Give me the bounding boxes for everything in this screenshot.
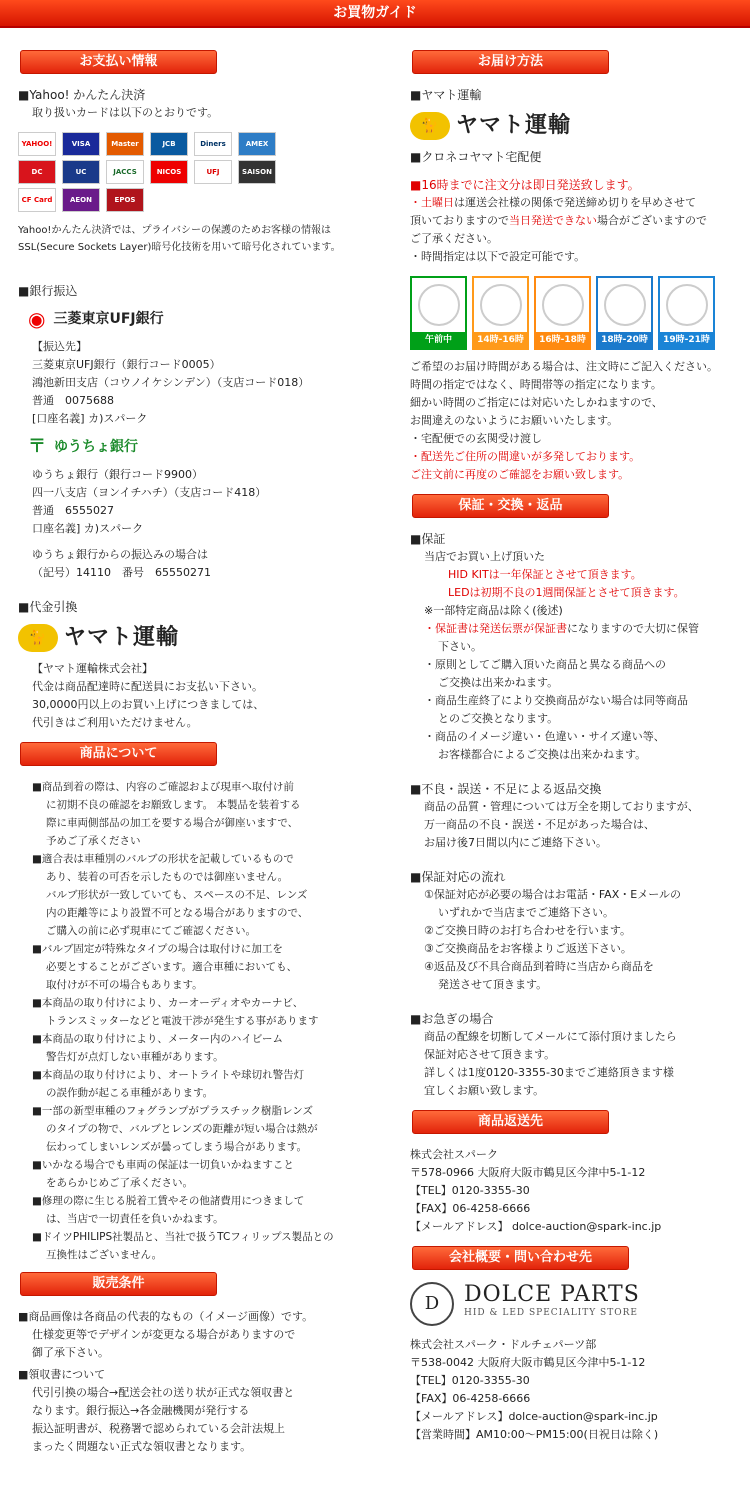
return-title: ■不良・誤送・不足による返品交換 — [410, 782, 602, 796]
bank1-info: 【振込先】 三菱東京UFJ銀行（銀行コード0005） 鴻池新田支店（コウノイケシンデン）（支店コード018） 普通 0075688 [口座名義] カ)スパーク — [32, 340, 310, 425]
same-day-notice: ■16時までに注文分は即日発送致します。 — [410, 178, 640, 192]
time-slot: 19時-21時 — [658, 276, 715, 350]
card-logo: EPOS — [106, 188, 144, 212]
mufg-icon: ◉ — [28, 307, 46, 331]
clock-icon — [418, 284, 460, 326]
yahoo-note: 取り扱いカードは以下のとおりです。 — [32, 106, 219, 119]
bank2-info: ゆうちょ銀行（銀行コード9900） 四一八支店（ヨンイチハチ）（支店コード418） 普通 6555027 口座名義] カ)スパーク ゆうちょ銀行からの振込みの場合は （記号）14110 番号 65550271 — [32, 468, 267, 579]
urgent-title: ■お急ぎの場合 — [410, 1012, 494, 1026]
card-logo: DC — [18, 160, 56, 184]
cod-title: ■代金引換 — [18, 600, 78, 614]
warranty-title: ■保証 — [410, 532, 446, 546]
saturday-note: ・土曜日は運送会社様の関係で発送締め切りを早めさせて — [410, 196, 696, 209]
dolce-logo: D DOLCE PARTS HID & LED SPECIALITY STORE — [410, 1282, 740, 1326]
clock-icon — [666, 284, 708, 326]
yahoo-ssl-note: Yahoo!かんたん決済では、プライバシーの保護のためお客様の情報はSSL(Secure Sockets Layer)暗号化技術を用いて暗号化されています。 — [18, 225, 341, 253]
card-logo: NICOS — [150, 160, 188, 184]
card-logo: VISA — [62, 132, 100, 156]
time-slot: 午前中 — [410, 276, 467, 350]
card-logo: JACCS — [106, 160, 144, 184]
payment-heading: お支払い情報 — [20, 50, 217, 74]
yamato-logo: 🐈 ヤマト運輸 — [18, 624, 368, 652]
return-address: 株式会社スパーク 〒578-0966 大阪府大阪市鶴見区今津中5-1-12 【TEL】0120-3355-30 【FAX】06-4258-6666 【メールアドレス】 dolce-auction@spark-inc.jp — [410, 1148, 662, 1233]
return-address-heading: 商品返送先 — [412, 1110, 609, 1134]
page-title: お買物ガイド — [0, 0, 750, 28]
delivery-notes: ご希望のお届け時間がある場合は、注文時にご記入ください。 時間の指定ではなく、時間帯等の指定になります。 細かい時間のご指定には対応いたしかねますので、 お間違えのないようにお願いいたします。 ・宅配便での玄関受け渡し ・配送先ご住所の間違いが多発しております。 ご注文前に再度のご確認をお願い致します。 — [410, 360, 718, 481]
card-logo: UC — [62, 160, 100, 184]
bank-title: ■銀行振込 — [18, 284, 78, 298]
kuroneko-title: ■クロネコヤマト宅配便 — [410, 150, 542, 164]
warranty-body: 当店でお買い上げ頂いた HID KITは一年保証とさせて頂きます。 LEDは初期不良の1週間保証とさせて頂きます。 ※一部特定商品は除く(後述) ・保証書は発送伝票が保証書になりますので大切に保管 下さい。 ・原則としてご購入頂いた商品と異なる商品への ご交換は出来かねます。 ・商品生産終了により交換商品がない場合は同等商品 とのご交換となります。 ・商品のイメージ違い・色違い・サイズ違い等、 お客様都合によるご交換は出来かねます。 — [424, 550, 699, 761]
saturday-note-2: 頂いておりますので当日発送できない場合がございますので — [410, 214, 707, 227]
return-body: 商品の品質・管理については万全を期しておりますが、 万一商品の不良・誤送・不足があった場合は、 お届け後7日間以内にご連絡下さい。 — [424, 800, 699, 849]
card-logo: Diners — [194, 132, 232, 156]
card-logo: Master — [106, 132, 144, 156]
warranty-heading: 保証・交換・返品 — [412, 494, 609, 518]
time-slots — [410, 276, 740, 350]
yahoo-title: ■Yahoo! かんたん決済 — [18, 88, 146, 102]
clock-icon — [542, 284, 584, 326]
sales-notes: ■商品画像は各商品の代表的なもの（イメージ画像）です。 仕様変更等でデザインが変更なる場合がありますので 御了承下さい。 ■領収書について 代引引換の場合→配送会社の送り状が正式な領収書と なります。銀行振込→各金融機関が発行する 振込証明書が、税務署で認められている会計法規上 まったく問題ない正式な領収書となります。 — [18, 1310, 314, 1453]
flow-title: ■保証対応の流れ — [410, 870, 506, 884]
card-logo: YAHOO! — [18, 132, 56, 156]
right-column — [410, 40, 740, 1444]
clock-icon — [480, 284, 522, 326]
cod-info: 【ヤマト運輸株式会社】 代金は商品配達時に配送員にお支払い下さい。 30,0000円以上のお買い上げにつきましては、 代引きはご利用いただけません。 — [32, 662, 265, 729]
card-logo: CF Card — [18, 188, 56, 212]
apology-line: ご了承ください。 — [410, 232, 498, 245]
urgent-body: 商品の配線を切断してメールにて添付頂けましたら 保証対応させて頂きます。 詳しくは1度0120-3355-30までご連絡頂きます様 宜しくお願い致します。 — [424, 1030, 677, 1097]
company-info: 株式会社スパーク・ドルチェパーツ部 〒538-0042 大阪府大阪市鶴見区今津中5-1-12 【TEL】0120-3355-30 【FAX】06-4258-6666 【メールアドレス】dolce-auction@spark-inc.jp 【営業時間】AM10:00～PM15:00(日祝日は除く) — [410, 1338, 659, 1441]
sales-heading: 販売条件 — [20, 1272, 217, 1296]
card-logo: AMEX — [238, 132, 276, 156]
flow-body: ①保証対応が必要の場合はお電話・FAX・Eメールの いずれかで当店までご連絡下さい。 ②ご交換日時のお打ち合わせを行います。 ③ご交換商品をお客様よりご返送下さい。 ④返品及び不具合商品到着時に当店から商品を 発送させて頂きます。 — [424, 888, 681, 991]
black-cat-icon: 🐈 — [18, 624, 58, 652]
product-notes: ■商品到着の際は、内容のご確認および現車へ取付け前 に初期不良の確認をお願致します。 本製品を装着する 際に車両側部品の加工を要する場合が御座いますで、 予めご了承ください ■適合表は車種別のバルブの形状を記載しているもので あり、装着の可否を示したものでは御座いません。 バルブ形状が一致していても、スペースの不足、レンズ 内の距離等により設置不可となる場合がありますので、 ご購入の前に必ず現車にてご確認ください。 ■バルブ固定が特殊なタイプの場合は取付けに加工を 必要とすることがございます。適合車種においても、 取付けが不可の場合もあります。 ■本商品の取り付けにより、カーオーディオやカーナビ、 トランスミッターなどと電波干渉が発生する事があります ■本商品の取り付けにより、メーター内のハイビーム 警告灯が点灯しない車種があります。 ■本商品の取り付けにより、オートライトや球切れ警告灯 の誤作動が起こる車種があります。 ■一部の新型車種のフォグランプがプラスチック樹脂レンズ のタイプの物で、バルブとレンズの距離が短い場合は熱が 伝わってしまいレンズが曇ってしまう場合があります。 ■いかなる場合でも車両の保証は一切負いかねますこと をあらかじめご了承ください。 ■修理の際に生じる脱着工賃やその他諸費用につきまして は、当店で一切責任を負いかねます。 ■ドイツPHILIPS社製品と、当社で扱うTCフィリップス製品との 互換性はございません。 — [32, 781, 334, 1261]
yamato-title: ■ヤマト運輸 — [410, 88, 482, 102]
yamato-logo-right: 🐈 ヤマト運輸 — [410, 112, 740, 140]
dolce-emblem-icon: D — [410, 1282, 454, 1326]
card-logo: SAISON — [238, 160, 276, 184]
card-logo: UFJ — [194, 160, 232, 184]
black-cat-icon: 🐈 — [410, 112, 450, 140]
left-column — [18, 40, 368, 1456]
time-slot: 16時-18時 — [534, 276, 591, 350]
time-spec-line: ・時間指定は以下で設定可能です。 — [410, 250, 586, 263]
delivery-heading: お届け方法 — [412, 50, 609, 74]
bank1-logo: ◉ 三菱東京UFJ銀行 — [28, 307, 164, 331]
japan-post-icon: 〒 — [28, 436, 46, 457]
time-slot: 18時-20時 — [596, 276, 653, 350]
clock-icon — [604, 284, 646, 326]
card-logo: AEON — [62, 188, 100, 212]
company-heading: 会社概要・問い合わせ先 — [412, 1246, 629, 1270]
card-logo: JCB — [150, 132, 188, 156]
card-logos — [18, 132, 298, 212]
time-slot: 14時-16時 — [472, 276, 529, 350]
bank2-logo: 〒 ゆうちょ銀行 — [28, 436, 138, 457]
product-heading: 商品について — [20, 742, 217, 766]
